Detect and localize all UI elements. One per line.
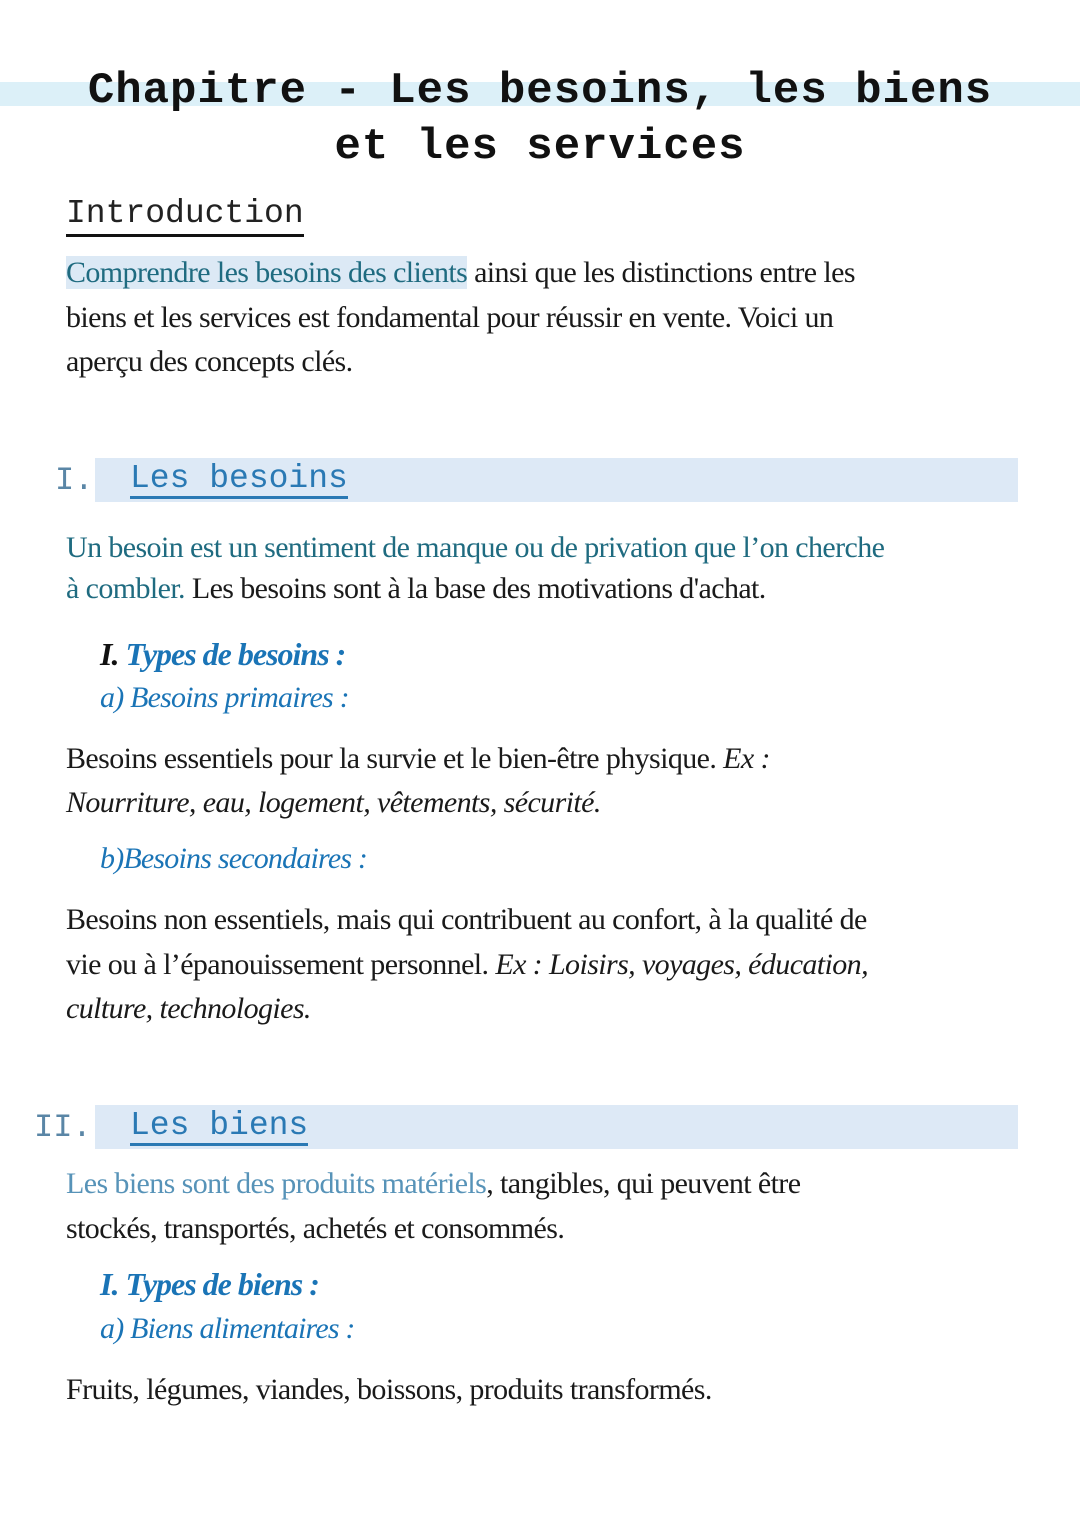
secondary-needs-line2 — [66, 943, 868, 987]
secondary-needs-line1: Besoins non essentiels, mais qui contribuent au confort, à la qualité de — [66, 903, 867, 936]
section2-definition-1 — [66, 1162, 800, 1206]
section1-subheading — [100, 636, 345, 673]
intro-heading: Introduction — [66, 196, 304, 237]
primary-needs-examples — [66, 781, 601, 825]
secondary-needs-line3 — [66, 987, 311, 1031]
section2-number: II. — [34, 1109, 92, 1146]
intro-line-3: aperçu des concepts clés. — [66, 345, 353, 378]
section2-subheading: I. Types de biens : — [100, 1266, 319, 1302]
section2-definition-2: stockés, transportés, achetés et consommés. — [66, 1212, 565, 1245]
def-text: Les biens sont des — [66, 1167, 282, 1200]
section1-definition-1: Un besoin est un sentiment de manque ou de privation que l’on cherche — [66, 531, 885, 564]
primary-needs-label: a) Besoins primaires : — [100, 681, 349, 714]
intro-highlight: Comprendre les besoins des clients — [66, 256, 468, 289]
def-term: produits matériels — [281, 1167, 487, 1200]
section1-title: Les besoins — [130, 460, 348, 497]
intro-line-2: biens et les services est fondamental pour réussir en vente. Voici un — [66, 301, 834, 334]
sub-number: I. — [100, 636, 119, 672]
intro-line-1 — [66, 251, 855, 295]
page-title-line1: Chapitre - Les besoins, les biens — [87, 66, 993, 116]
page-title-line2: et les services — [334, 122, 746, 172]
definition-rest: Les besoins sont à la base des motivations d'achat. — [184, 572, 766, 605]
examples: culture, technologies. — [66, 992, 311, 1025]
intro-text: ainsi que les distinctions entre les — [467, 256, 855, 289]
section2-title: Les biens — [130, 1107, 309, 1144]
primary-needs-text — [66, 737, 770, 781]
examples: Nourriture, eau, logement, vêtements, sécurité. — [66, 786, 601, 819]
section1-definition-2 — [66, 567, 766, 611]
food-goods-text: Fruits, légumes, viandes, boissons, produits transformés. — [66, 1373, 712, 1406]
ex-label: Ex : — [723, 742, 770, 775]
definition-teal: à combler. — [66, 572, 185, 605]
text: Besoins essentiels pour la survie et le bien-être physique. — [66, 742, 724, 775]
food-goods-label: a) Biens alimentaires : — [100, 1312, 355, 1345]
secondary-needs-label: b)Besoins secondaires : — [100, 842, 368, 875]
def-rest: , tangibles, qui peuvent être — [486, 1167, 801, 1200]
sub-title: Types de besoins : — [118, 636, 346, 672]
examples: Ex : Loisirs, voyages, éducation, — [495, 948, 868, 981]
text: vie ou à l’épanouissement personnel. — [66, 948, 496, 981]
section1-number: I. — [55, 462, 94, 499]
